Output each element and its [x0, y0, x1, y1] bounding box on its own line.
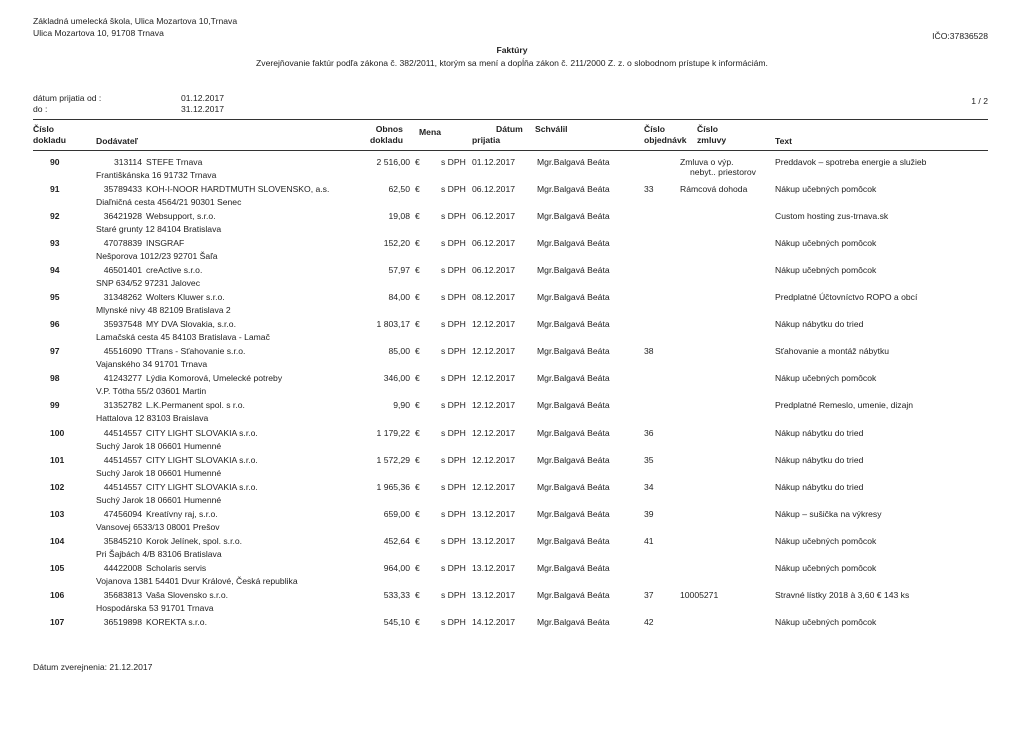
table-row — [0, 563, 1024, 590]
table-row — [0, 482, 1024, 509]
supplier-name: L.K.Permanent spol. s r.o. — [146, 400, 245, 411]
page-number: 1 / 2 — [971, 96, 988, 106]
col-contract-line2: zmluvy — [697, 135, 727, 145]
col-doc-number-line1: Číslo — [33, 124, 55, 134]
supplier-address: Hospodárska 53 91701 Trnava — [96, 602, 214, 613]
supplier-name: INSGRAF — [146, 238, 185, 249]
contract-number: Zmluva o výp. — [680, 157, 734, 167]
supplier-ico: 45516090 — [103, 346, 142, 357]
order-number: 33 — [644, 184, 654, 195]
publication-date: Dátum zverejnenia: 21.12.2017 — [33, 662, 153, 672]
invoice-amount: 62,50 — [388, 184, 410, 195]
supplier-ico: 47078839 — [103, 238, 142, 249]
vat-flag: s DPH — [441, 373, 466, 384]
approved-by: Mgr.Balgavá Beáta — [537, 157, 610, 167]
invoice-amount: 84,00 — [388, 292, 410, 303]
received-date: 12.12.2017 — [472, 319, 516, 330]
date-to-label: do : — [33, 104, 48, 114]
date-from-value: 01.12.2017 — [181, 93, 225, 103]
received-date: 12.12.2017 — [472, 427, 516, 438]
invoice-text: Nákup učebných pomôcok — [775, 616, 877, 627]
invoice-amount: 1 572,29 — [376, 454, 410, 465]
currency: € — [415, 319, 420, 330]
supplier-name: Korok Jelínek, spol. s.r.o. — [146, 535, 243, 546]
vat-flag: s DPH — [441, 292, 466, 303]
approved-by: Mgr.Balgavá Beáta — [537, 346, 610, 357]
supplier-name: KOH-I-NOOR HARDTMUTH SLOVENSKO, a.s. — [146, 184, 330, 195]
supplier-address: Hattalova 12 83103 Braislava — [96, 413, 209, 424]
received-date: 13.12.2017 — [472, 562, 516, 573]
invoice-number: 90 — [50, 157, 60, 167]
invoice-amount: 1 179,22 — [376, 427, 410, 438]
currency: € — [415, 400, 420, 411]
invoice-number: 104 — [50, 535, 65, 546]
vat-flag: s DPH — [441, 211, 466, 222]
invoice-amount: 346,00 — [383, 373, 410, 384]
currency: € — [415, 157, 420, 167]
vat-flag: s DPH — [441, 184, 466, 195]
supplier-address: Pri Šajbách 4/B 83106 Bratislava — [96, 548, 222, 559]
order-number: 38 — [644, 346, 654, 357]
currency: € — [415, 238, 420, 249]
date-to-value: 31.12.2017 — [181, 104, 225, 114]
supplier-address: Lamačská cesta 45 84103 Bratislava - Lamač — [96, 332, 270, 343]
col-text: Text — [775, 136, 793, 146]
order-number: 34 — [644, 481, 654, 492]
contract-number: Rámcová dohoda — [680, 184, 748, 195]
supplier-address: Suchý Jarok 18 06601 Humenné — [96, 467, 222, 478]
supplier-address: Vajanského 34 91701 Trnava — [96, 359, 208, 370]
col-supplier: Dodávateľ — [96, 136, 138, 146]
invoice-amount: 964,00 — [383, 562, 410, 573]
invoice-number: 107 — [50, 616, 65, 627]
invoice-number: 105 — [50, 562, 65, 573]
received-date: 06.12.2017 — [472, 211, 516, 222]
invoice-text: Nákup nábytku do tried — [775, 454, 864, 465]
received-date: 06.12.2017 — [472, 238, 516, 249]
approved-by: Mgr.Balgavá Beáta — [537, 265, 610, 276]
vat-flag: s DPH — [441, 346, 466, 357]
invoice-text: Preddavok – spotreba energie a služieb — [775, 157, 927, 167]
approved-by: Mgr.Balgavá Beáta — [537, 616, 610, 627]
invoice-text: Predplatné Remeslo, umenie, dizajn — [775, 400, 914, 411]
col-amount-line1: Obnos — [375, 124, 403, 134]
supplier-address: SNP 634/52 97231 Jalovec — [96, 278, 200, 289]
table-row — [0, 292, 1024, 319]
invoice-text: Stravné lístky 2018 à 3,60 € 143 ks — [775, 589, 910, 600]
col-amount-line2: dokladu — [370, 135, 403, 145]
supplier-address: Diaľničná cesta 4564/21 90301 Senec — [96, 197, 242, 208]
vat-flag: s DPH — [441, 427, 466, 438]
vat-flag: s DPH — [441, 562, 466, 573]
invoice-text: Predplatné Účtovníctvo ROPO a obcí — [775, 292, 918, 303]
currency: € — [415, 346, 420, 357]
vat-flag: s DPH — [441, 400, 466, 411]
received-date: 12.12.2017 — [472, 400, 516, 411]
approved-by: Mgr.Balgavá Beáta — [537, 211, 610, 222]
supplier-name: KOREKTA s.r.o. — [146, 616, 207, 627]
organization-name: Základná umelecká škola, Ulica Mozartova 10,Trnava — [33, 16, 238, 26]
table-row — [0, 319, 1024, 346]
col-date-line2: prijatia — [472, 135, 501, 145]
invoice-number: 93 — [50, 238, 60, 249]
currency: € — [415, 454, 420, 465]
currency: € — [415, 211, 420, 222]
supplier-name: Kreatívny raj, s.r.o. — [146, 508, 218, 519]
col-currency: Mena — [419, 127, 441, 137]
received-date: 06.12.2017 — [472, 265, 516, 276]
supplier-address: Suchý Jarok 18 06601 Humenné — [96, 494, 222, 505]
supplier-address: V.P. Tótha 55/2 03601 Martin — [96, 386, 207, 397]
supplier-name: Websupport, s.r.o. — [146, 211, 216, 222]
invoice-text: Nákup učebných pomôcok — [775, 562, 877, 573]
col-order-line1: Číslo — [644, 124, 666, 134]
supplier-ico: 44514557 — [103, 481, 142, 492]
order-number: 36 — [644, 427, 654, 438]
currency: € — [415, 562, 420, 573]
invoice-number: 98 — [50, 373, 60, 384]
invoice-text: Nákup učebných pomôcok — [775, 535, 877, 546]
vat-flag: s DPH — [441, 481, 466, 492]
table-row — [0, 184, 1024, 211]
table-row — [0, 509, 1024, 536]
invoice-amount: 2 516,00 — [376, 157, 410, 167]
vat-flag: s DPH — [441, 319, 466, 330]
table-row — [0, 238, 1024, 265]
received-date: 08.12.2017 — [472, 292, 516, 303]
supplier-address: Vansovej 6533/13 08001 Prešov — [96, 521, 220, 532]
supplier-name: CITY LIGHT SLOVAKIA s.r.o. — [146, 427, 258, 438]
supplier-ico: 31348262 — [103, 292, 142, 303]
approved-by: Mgr.Balgavá Beáta — [537, 481, 610, 492]
approved-by: Mgr.Balgavá Beáta — [537, 535, 610, 546]
currency: € — [415, 184, 420, 195]
page-title: Faktúry — [496, 45, 528, 55]
supplier-address: Mlynské nivy 48 82109 Bratislava 2 — [96, 305, 231, 316]
invoice-amount: 533,33 — [383, 589, 410, 600]
supplier-ico: 35937548 — [103, 319, 142, 330]
supplier-ico: 36421928 — [103, 211, 142, 222]
vat-flag: s DPH — [441, 589, 466, 600]
invoice-number: 101 — [50, 454, 65, 465]
table-row — [0, 157, 1024, 184]
vat-flag: s DPH — [441, 265, 466, 276]
vat-flag: s DPH — [441, 238, 466, 249]
currency: € — [415, 535, 420, 546]
invoice-number: 103 — [50, 508, 65, 519]
currency: € — [415, 589, 420, 600]
approved-by: Mgr.Balgavá Beáta — [537, 238, 610, 249]
supplier-ico: 313114 — [113, 157, 142, 167]
supplier-address: Staré grunty 12 84104 Bratislava — [96, 224, 222, 235]
invoice-number: 95 — [50, 292, 60, 303]
invoice-number: 96 — [50, 319, 60, 330]
table-row — [0, 346, 1024, 373]
received-date: 12.12.2017 — [472, 373, 516, 384]
table-row — [0, 617, 1024, 644]
invoice-amount: 19,08 — [388, 211, 410, 222]
supplier-ico: 35789433 — [103, 184, 142, 195]
invoice-number: 102 — [50, 481, 65, 492]
contract-number: 10005271 — [680, 589, 719, 600]
table-row — [0, 536, 1024, 563]
supplier-ico: 41243277 — [103, 373, 142, 384]
supplier-address: Nešporova 1012/23 92701 Šaľa — [96, 251, 218, 262]
organization-address: Ulica Mozartova 10, 91708 Trnava — [33, 28, 164, 38]
supplier-name: Vaša Slovensko s.r.o. — [146, 589, 229, 600]
table-row — [0, 455, 1024, 482]
invoice-text: Sťahovanie a montáž nábytku — [775, 346, 890, 357]
order-number: 37 — [644, 589, 654, 600]
col-approved: Schválil — [535, 124, 568, 134]
invoice-text: Nákup nábytku do tried — [775, 481, 864, 492]
approved-by: Mgr.Balgavá Beáta — [537, 589, 610, 600]
approved-by: Mgr.Balgavá Beáta — [537, 319, 610, 330]
table-row — [0, 211, 1024, 238]
currency: € — [415, 292, 420, 303]
supplier-name: Scholaris servis — [146, 562, 207, 573]
table-row — [0, 265, 1024, 292]
date-from-label: dátum prijatia od : — [33, 93, 102, 103]
order-number: 35 — [644, 454, 654, 465]
invoice-amount: 1 803,17 — [376, 319, 410, 330]
col-contract-line1: Číslo — [697, 124, 719, 134]
currency: € — [415, 481, 420, 492]
invoice-amount: 545,10 — [383, 616, 410, 627]
currency: € — [415, 373, 420, 384]
invoice-text: Nákup učebných pomôcok — [775, 238, 877, 249]
col-date-line1: Dátum — [496, 124, 523, 134]
supplier-name: STEFE Trnava — [146, 157, 203, 167]
table-row — [0, 373, 1024, 400]
ico-number: IČO:37836528 — [932, 31, 988, 41]
vat-flag: s DPH — [441, 454, 466, 465]
received-date: 13.12.2017 — [472, 589, 516, 600]
supplier-address: Vojanova 1381 54401 Dvur Králové, Česká republika — [96, 575, 298, 586]
received-date: 06.12.2017 — [472, 184, 516, 195]
supplier-ico: 44514557 — [103, 427, 142, 438]
invoice-text: Nákup učebných pomôcok — [775, 373, 877, 384]
invoice-amount: 85,00 — [388, 346, 410, 357]
supplier-name: Wolters Kluwer s.r.o. — [146, 292, 225, 303]
order-number: 39 — [644, 508, 654, 519]
approved-by: Mgr.Balgavá Beáta — [537, 400, 610, 411]
approved-by: Mgr.Balgavá Beáta — [537, 373, 610, 384]
vat-flag: s DPH — [441, 508, 466, 519]
supplier-ico: 31352782 — [103, 400, 142, 411]
received-date: 14.12.2017 — [472, 616, 516, 627]
approved-by: Mgr.Balgavá Beáta — [537, 454, 610, 465]
invoice-amount: 152,20 — [383, 238, 410, 249]
received-date: 12.12.2017 — [472, 481, 516, 492]
table-row — [0, 590, 1024, 617]
vat-flag: s DPH — [441, 157, 466, 167]
supplier-name: creActive s.r.o. — [146, 265, 203, 276]
received-date: 01.12.2017 — [472, 157, 516, 167]
vat-flag: s DPH — [441, 535, 466, 546]
approved-by: Mgr.Balgavá Beáta — [537, 292, 610, 303]
col-order-line2: objednávk — [644, 135, 687, 145]
supplier-ico: 36519898 — [103, 616, 142, 627]
received-date: 12.12.2017 — [472, 454, 516, 465]
invoice-number: 91 — [50, 184, 60, 195]
contract-number-line2: nebyt.. priestorov — [690, 167, 756, 177]
header-bottom-rule — [33, 150, 988, 151]
invoice-text: Nákup učebných pomôcok — [775, 184, 877, 195]
invoice-amount: 659,00 — [383, 508, 410, 519]
invoice-text: Custom hosting zus-trnava.sk — [775, 211, 889, 222]
currency: € — [415, 616, 420, 627]
supplier-address: Františkánska 16 91732 Trnava — [96, 170, 217, 180]
table-row — [0, 400, 1024, 427]
supplier-ico: 35683813 — [103, 589, 142, 600]
header-top-rule — [33, 119, 988, 120]
received-date: 13.12.2017 — [472, 535, 516, 546]
supplier-ico: 46501401 — [103, 265, 142, 276]
invoice-text: Nákup nábytku do tried — [775, 319, 864, 330]
supplier-name: Lýdia Komorová, Umelecké potreby — [146, 373, 283, 384]
invoice-amount: 1 965,36 — [376, 481, 410, 492]
approved-by: Mgr.Balgavá Beáta — [537, 427, 610, 438]
supplier-ico: 35845210 — [103, 535, 142, 546]
received-date: 13.12.2017 — [472, 508, 516, 519]
supplier-name: CITY LIGHT SLOVAKIA s.r.o. — [146, 481, 258, 492]
supplier-address: Suchý Jarok 18 06601 Humenné — [96, 440, 222, 451]
invoice-number: 97 — [50, 346, 60, 357]
page-subtitle: Zverejňovanie faktúr podľa zákona č. 382/2011, ktorým sa mení a dopĺňa zákon č. 211/2000 Z. z. o slobodnom prístupe k informáciám. — [256, 58, 768, 68]
col-doc-number-line2: dokladu — [33, 135, 66, 145]
supplier-ico: 44514557 — [103, 454, 142, 465]
invoice-number: 92 — [50, 211, 60, 222]
supplier-name: MY DVA Slovakia, s.r.o. — [146, 319, 236, 330]
approved-by: Mgr.Balgavá Beáta — [537, 508, 610, 519]
invoice-number: 106 — [50, 589, 65, 600]
invoice-number: 100 — [50, 427, 65, 438]
invoice-number: 99 — [50, 400, 60, 411]
supplier-ico: 47456094 — [103, 508, 142, 519]
supplier-ico: 44422008 — [103, 562, 142, 573]
currency: € — [415, 427, 420, 438]
invoice-amount: 452,64 — [383, 535, 410, 546]
currency: € — [415, 265, 420, 276]
received-date: 12.12.2017 — [472, 346, 516, 357]
currency: € — [415, 508, 420, 519]
approved-by: Mgr.Balgavá Beáta — [537, 184, 610, 195]
vat-flag: s DPH — [441, 616, 466, 627]
invoice-amount: 9,90 — [393, 400, 410, 411]
invoice-number: 94 — [50, 265, 60, 276]
invoice-text: Nákup – sušička na výkresy — [775, 508, 882, 519]
approved-by: Mgr.Balgavá Beáta — [537, 562, 610, 573]
supplier-name: TTrans - Sťahovanie s.r.o. — [146, 346, 246, 357]
supplier-name: CITY LIGHT SLOVAKIA s.r.o. — [146, 454, 258, 465]
invoice-text: Nákup učebných pomôcok — [775, 265, 877, 276]
order-number: 41 — [644, 535, 654, 546]
invoice-text: Nákup nábytku do tried — [775, 427, 864, 438]
invoice-amount: 57,97 — [388, 265, 410, 276]
table-row — [0, 428, 1024, 455]
order-number: 42 — [644, 616, 654, 627]
